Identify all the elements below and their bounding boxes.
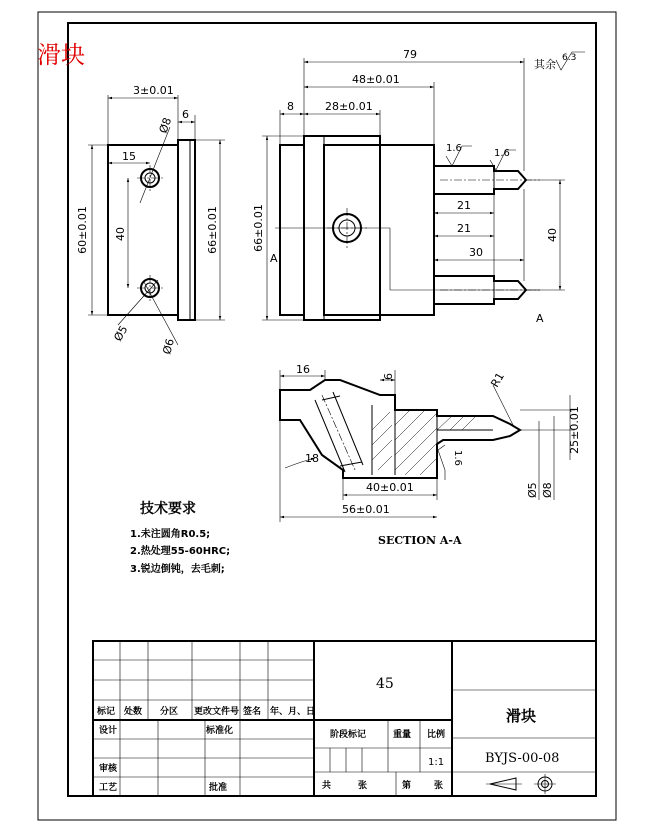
part-name: 滑块 <box>506 707 537 725</box>
dim-front-flange: 6 <box>182 108 189 121</box>
side-body-left <box>280 145 304 315</box>
stage-label: 阶段标记 <box>330 730 367 740</box>
dim-front-flange-height: 66±0.01 <box>206 206 219 254</box>
section-view <box>280 363 581 547</box>
tech-item-2: 2.热处理55-60HRC; <box>130 546 231 557</box>
dim-front-dia8: Ø8 <box>156 115 175 136</box>
section-roughness-value: 1.6 <box>452 450 463 466</box>
sheet-total-label: 共 <box>322 781 332 791</box>
dim-front-dia5: Ø5 <box>111 323 131 344</box>
outer-border <box>38 12 616 820</box>
sheet-num-label: 第 <box>402 781 412 791</box>
roughness-rest-label: 其余 <box>534 58 556 71</box>
roughness-rest-value: 6.3 <box>562 53 577 63</box>
tech-item-3: 3.锐边倒钝，去毛刺; <box>130 564 225 575</box>
section-mark-right: A <box>536 312 544 325</box>
dim-front-height: 60±0.01 <box>76 206 89 254</box>
dim-sec-r1: R1 <box>488 370 507 390</box>
sheet-total-unit: 张 <box>358 781 368 791</box>
drawing-number: BYJS-00-08 <box>485 751 560 766</box>
dim-sec-6: 6 <box>382 373 395 380</box>
sheet-num-unit: 张 <box>434 781 444 791</box>
dim-sec-40: 40±0.01 <box>366 481 414 494</box>
dim-side-21b: 21 <box>457 222 471 235</box>
dim-sec-18: 18 <box>305 452 319 465</box>
section-mark-left: A <box>270 252 278 265</box>
label-review: 审核 <box>99 764 118 774</box>
tech-title: 技术要求 <box>140 501 196 517</box>
section-roughness-symbol <box>438 445 445 480</box>
dim-side-79: 79 <box>403 48 417 61</box>
rev-header-mark: 标记 <box>97 707 116 717</box>
dim-sec-25: 25±0.01 <box>568 406 581 454</box>
material: 45 <box>376 676 394 692</box>
side-view <box>252 48 585 325</box>
dim-side-48: 48±0.01 <box>352 73 400 86</box>
dim-sec-56: 56±0.01 <box>342 503 390 516</box>
roughness-value-1: 1.6 <box>446 143 462 154</box>
label-standardization: 标准化 <box>206 726 234 736</box>
dim-sec-16: 16 <box>296 363 310 376</box>
dim-side-66: 66±0.01 <box>252 204 265 252</box>
dim-front-hole-spacing: 40 <box>114 227 127 241</box>
rev-header-zone: 分区 <box>160 707 179 717</box>
weight-label: 重量 <box>393 730 412 740</box>
title-block <box>93 641 596 796</box>
front-flange <box>178 140 195 320</box>
dim-sec-dia5: Ø5 <box>526 482 539 498</box>
label-approve: 批准 <box>209 783 228 793</box>
dim-side-30: 30 <box>469 246 483 259</box>
scale-value: 1:1 <box>428 757 445 768</box>
front-view <box>76 84 225 356</box>
label-design: 设计 <box>99 726 118 736</box>
dim-front-width: 3±0.01 <box>133 84 174 97</box>
dim-front-hole-offset: 15 <box>122 150 136 163</box>
dim-front-dia6: Ø6 <box>160 337 177 356</box>
label-process: 工艺 <box>99 783 118 793</box>
dim-side-8: 8 <box>287 100 294 113</box>
scale-label: 比例 <box>427 730 446 740</box>
dim-side-40: 40 <box>546 228 559 242</box>
section-caption: SECTION A-A <box>378 534 462 547</box>
dim-side-21a: 21 <box>457 199 471 212</box>
tech-requirements <box>130 500 230 575</box>
rev-header-count: 处数 <box>124 707 143 717</box>
dim-side-28: 28±0.01 <box>325 100 373 113</box>
dim-sec-dia8: Ø8 <box>541 482 554 498</box>
projection-symbol-icon <box>486 774 556 794</box>
roughness-value-2: 1.6 <box>494 148 510 159</box>
tech-item-1: 1.未注圆角R0.5; <box>130 529 211 540</box>
rev-header-date: 年、月、日 <box>270 707 316 717</box>
corner-title: 滑块 <box>37 41 85 69</box>
rev-header-doc: 更改文件号 <box>194 707 240 717</box>
rev-header-sign: 签名 <box>243 707 262 717</box>
